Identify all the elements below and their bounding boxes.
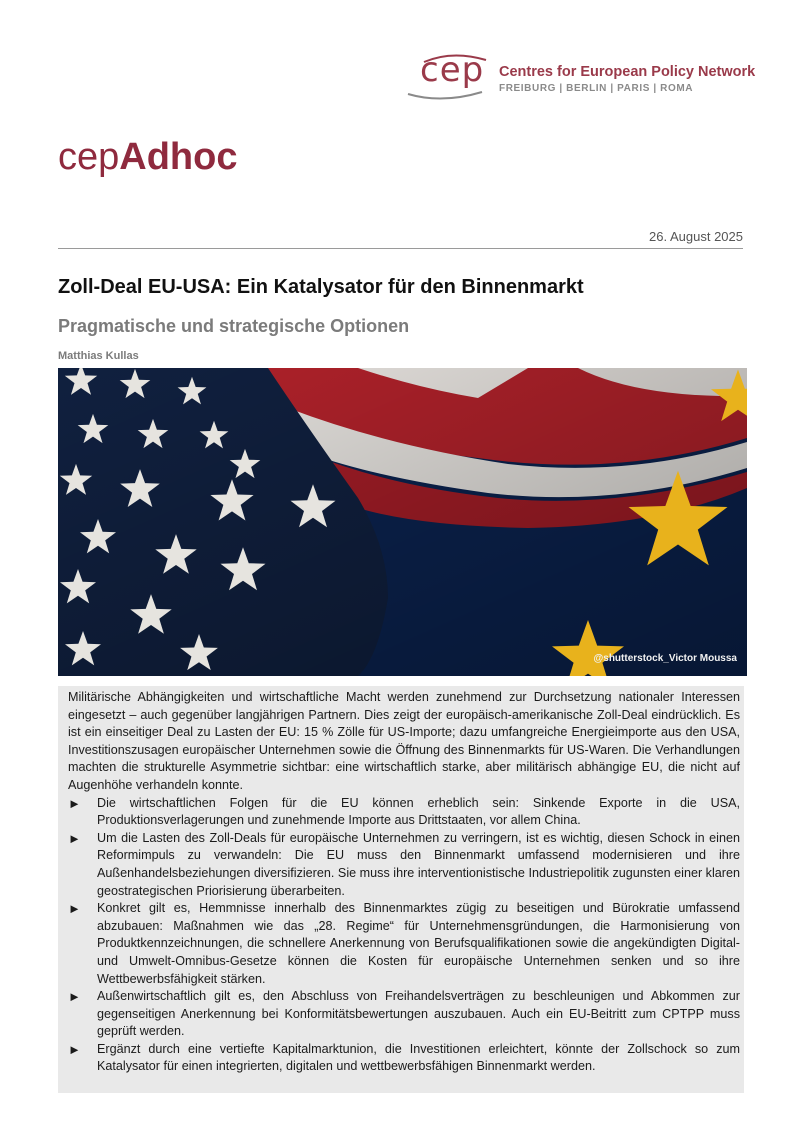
publication-date: 26. August 2025 — [649, 229, 743, 244]
list-item — [68, 988, 740, 1041]
summary-bullet-list — [68, 795, 740, 1077]
list-item-text: Um die Lasten des Zoll-Deals für europäische Unternehmen zu verringern, ist es wichtig, diesen Schock in einen Reformimpuls zu verwandeln: Die EU muss den Binnenmarkt umfassend modernisieren und ihre Außenhandelsbeziehungen diversifizieren. Sie muss ihre interventionistische Industriepolitik zugunsten einer klaren geostrategischen Priorisierung überarbeiten. — [97, 830, 740, 898]
list-item — [68, 830, 740, 900]
bullet-arrow-icon: ► — [68, 989, 81, 1005]
list-item — [68, 1041, 740, 1076]
bullet-arrow-icon: ► — [68, 901, 81, 917]
brand-suffix: Adhoc — [119, 136, 238, 178]
logo-wordmark: cep — [420, 50, 485, 90]
list-item-text: Die wirtschaftlichen Folgen für die EU können erheblich sein: Sinkende Exporte in die USA, Produktionsverlagerungen und zunehmende Importe aus Drittstaaten, vor allem China. — [97, 795, 740, 828]
list-item — [68, 900, 740, 988]
brand-prefix: cep — [58, 136, 120, 178]
bullet-arrow-icon: ► — [68, 830, 81, 846]
image-credit: @shutterstock_Victor Moussa — [593, 653, 737, 664]
header-divider — [58, 248, 743, 249]
bullet-arrow-icon: ► — [68, 1041, 81, 1057]
summary-box — [58, 686, 744, 1093]
summary-intro: Militärische Abhängigkeiten und wirtschaftliche Macht werden zunehmend zur Durchsetzung nationaler Interessen eingesetzt – auch gegenüber langjährigen Partnern. Dies zeigt der europäisch-amerikanische Zoll-Deal eindrücklich. Es ist ein einseitiger Deal zu Lasten der EU: 15 % Zölle für US-Importe; dazu umfangreiche Energieimporte aus den USA, Investitionszusagen europäischer Unternehmen sowie die Öffnung des Binnenmarkts für US-Waren. Die Verhandlungen machten die strukturelle Asymmetrie sichtbar: eine wirtschaftlich starke, aber militärisch abhängige EU, die nicht auf Augenhöhe verhandeln konnte. — [68, 690, 740, 792]
list-item-text: Konkret gilt es, Hemmnisse innerhalb des Binnenmarktes zügig zu beseitigen und Bürokratie umfassend abzubauen: Maßnahmen wie das „28. Regime“ für Unternehmensgründungen, die Harmonisierung von Produktkennzeichnungen, die schnellere Anerkennung von Berufsqualifikationen sowie die angekündigten Digital- und Umwelt-Omnibus-Gesetze können die Kosten für europäische Unternehmen senken und so ihre Wettbewerbsfähigkeit stärken. — [97, 901, 740, 986]
author-name: Matthias Kullas — [58, 350, 139, 362]
flags-illustration — [58, 368, 747, 676]
network-cities: FREIBURG | BERLIN | PARIS | ROMA — [499, 83, 694, 94]
network-name: Centres for European Policy Network — [499, 64, 756, 80]
hero-flags-image — [58, 368, 747, 676]
publication-brand — [58, 136, 238, 179]
list-item-text: Außenwirtschaftlich gilt es, den Abschluss von Freihandelsverträgen zu beschleunigen und Abkommen zur gegenseitigen Anerkennung bei Konformitätsbewertungen auszubauen. Auch ein EU-Beitritt zum CPTPP muss geprüft werden. — [97, 989, 740, 1039]
bullet-arrow-icon: ► — [68, 795, 81, 811]
list-item — [68, 795, 740, 830]
cep-network-logo — [402, 50, 762, 106]
list-item-text: Ergänzt durch eine vertiefte Kapitalmarktunion, die Investitionen erleichtert, könnte der Zollschock so zum Katalysator für einen integrierten, digitalen und wettbewerbsfähigen Binnenmarkt werden. — [97, 1041, 740, 1074]
page-title: Zoll-Deal EU-USA: Ein Katalysator für den Binnenmarkt — [58, 276, 584, 298]
page-subtitle: Pragmatische und strategische Optionen — [58, 316, 410, 336]
